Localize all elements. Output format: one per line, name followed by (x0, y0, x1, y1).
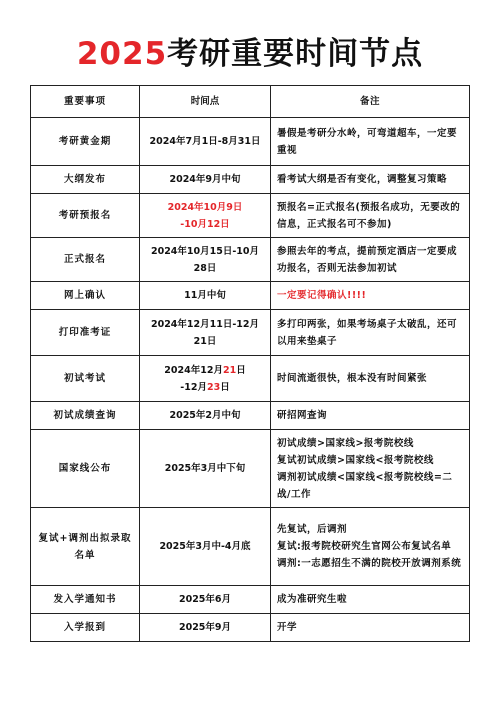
row-time: 2024年7月1日-8月31日 (140, 118, 271, 166)
row-event: 大纲发布 (31, 166, 140, 194)
table-row (31, 118, 470, 166)
row-note: 多打印两张，如果考场桌子太破乱，还可以用来垫桌子 (271, 310, 470, 356)
schedule-table (30, 85, 470, 642)
row-event: 国家线公布 (31, 430, 140, 508)
row-time: 2024年9月中旬 (140, 166, 271, 194)
row-note-line: 调剂初试成绩<国家线<报考院校线=二战/工作 (277, 471, 453, 500)
header-event: 重要事项 (31, 86, 140, 118)
table-row (31, 310, 470, 356)
row-event: 网上确认 (31, 282, 140, 310)
row-note: 看考试大纲是否有变化，调整复习策略 (271, 166, 470, 194)
header-time: 时间点 (140, 86, 271, 118)
row-note-line: 初试成绩>国家线>报考院校线 (277, 437, 414, 449)
row-time-line: -10月12日 (180, 218, 230, 230)
row-time-line (146, 362, 264, 379)
row-time: 2025年2月中旬 (140, 402, 271, 430)
row-note-line: 复试初试成绩>国家线<报考院校线 (277, 454, 434, 466)
title-text: 考研重要时间节点 (167, 36, 424, 72)
row-time-part: 日 (220, 381, 230, 393)
row-time: 2024年12月11日-12月21日 (140, 310, 271, 356)
row-time-part: 2024年12月 (164, 364, 223, 376)
row-event: 初试成绩查询 (31, 402, 140, 430)
table-row (31, 194, 470, 238)
table-row (31, 238, 470, 282)
table-row (31, 166, 470, 194)
row-note (271, 508, 470, 586)
row-note-line: 先复试，后调剂 (277, 524, 348, 535)
row-time: 2025年3月中-4月底 (140, 508, 271, 586)
row-event: 考研预报名 (31, 194, 140, 238)
row-time: 2025年6月 (140, 586, 271, 614)
row-event: 初试考试 (31, 356, 140, 402)
row-time: 2024年10月15日-10月28日 (140, 238, 271, 282)
row-time: 11月中旬 (140, 282, 271, 310)
row-time-highlight: 21 (222, 364, 237, 376)
table-header (31, 86, 470, 118)
row-note-line: 调剂:一志愿招生不满的院校开放调剂系统 (277, 558, 462, 569)
row-note (271, 430, 470, 508)
title-year: 2025 (76, 36, 168, 72)
row-time-line (146, 379, 264, 396)
table-row (31, 508, 470, 586)
row-event: 复试+调剂出拟录取名单 (31, 508, 140, 586)
row-time: 2025年9月 (140, 614, 271, 642)
row-note: 预报名=正式报名(预报名成功，无要改的信息，正式报名可不参加) (271, 194, 470, 238)
page-title (0, 34, 500, 74)
table-row (31, 586, 470, 614)
row-time-highlight: 23 (206, 381, 221, 393)
row-time-part: -12月 (180, 381, 207, 393)
table-row (31, 356, 470, 402)
row-note: 参照去年的考点，提前预定酒店一定要成功报名，否则无法参加初试 (271, 238, 470, 282)
table-row (31, 282, 470, 310)
row-time-part: 日 (236, 364, 246, 376)
row-event: 入学报到 (31, 614, 140, 642)
table-row (31, 430, 470, 508)
header-note: 备注 (271, 86, 470, 118)
row-note: 时间流逝很快，根本没有时间紧张 (271, 356, 470, 402)
table-row (31, 402, 470, 430)
row-note: 研招网查询 (271, 402, 470, 430)
row-time (140, 356, 271, 402)
row-note: 一定要记得确认!!!! (271, 282, 470, 310)
row-note: 开学 (271, 614, 470, 642)
row-time: 2025年3月中下旬 (140, 430, 271, 508)
row-event: 发入学通知书 (31, 586, 140, 614)
row-time (140, 194, 271, 238)
row-note: 暑假是考研分水岭，可弯道超车，一定要重视 (271, 118, 470, 166)
row-event: 打印准考证 (31, 310, 140, 356)
row-event: 正式报名 (31, 238, 140, 282)
row-event: 考研黄金期 (31, 118, 140, 166)
row-note: 成为准研究生啦 (271, 586, 470, 614)
row-note-line: 复试:报考院校研究生官网公布复试名单 (277, 541, 452, 552)
row-time-line: 2024年10月9日 (167, 201, 243, 213)
table-row (31, 614, 470, 642)
